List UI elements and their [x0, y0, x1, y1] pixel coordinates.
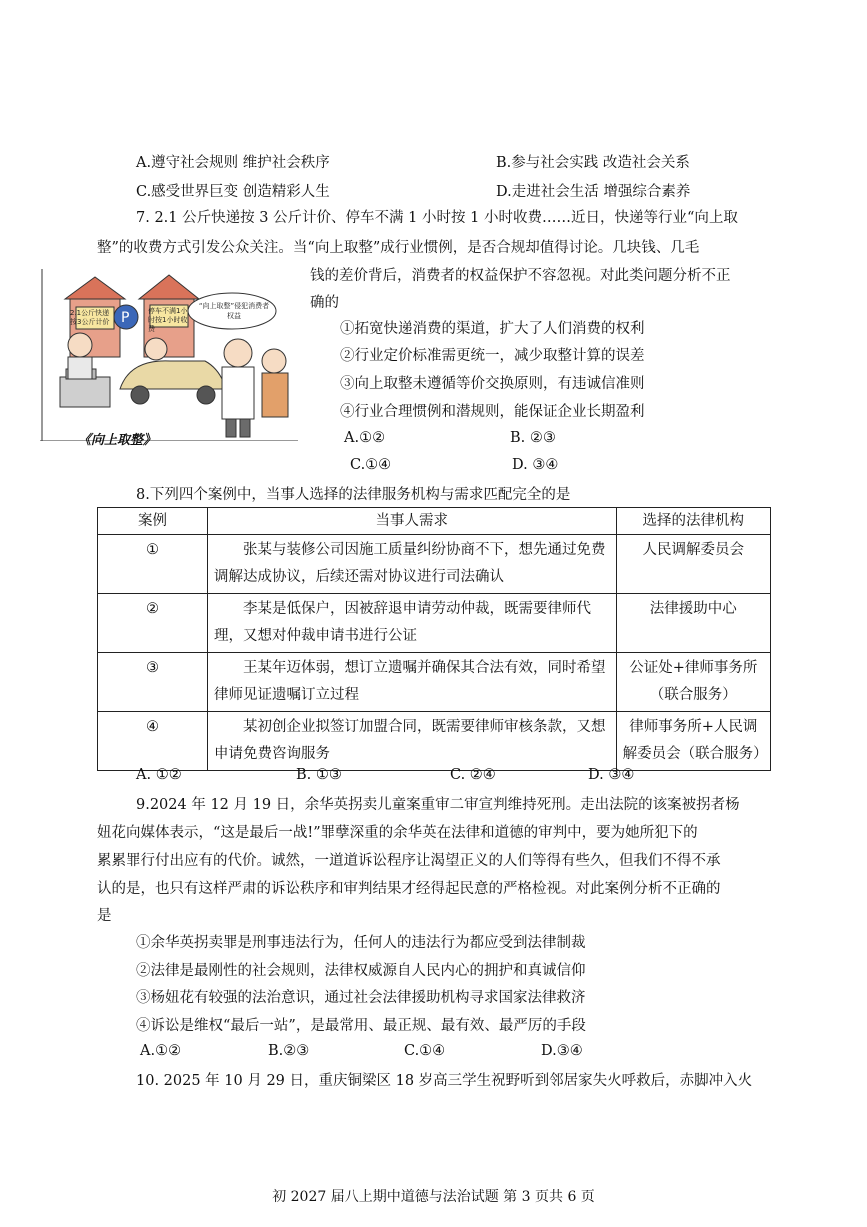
q9-option-d: D.③④ — [541, 1043, 583, 1059]
table-row — [98, 535, 771, 594]
q7-statement-4: ④行业合理惯例和潜规则，能保证企业长期盈利 — [340, 404, 645, 420]
legal-service-table — [97, 507, 771, 771]
q7-option-d: D. ③④ — [512, 457, 559, 473]
q6-option-b: B.参与社会实践 改造社会关系 — [496, 155, 690, 171]
q9-option-b: B.②③ — [268, 1043, 310, 1059]
q6-option-c: C.感受世界巨变 创造精彩人生 — [136, 184, 330, 200]
q7-statement-2: ②行业定价标准需更统一，减少取整计算的误差 — [340, 348, 645, 364]
q7-stem-line-2: 整”的收费方式引发公众关注。当“向上取整”成行业惯例，是否合规却值得讨论。几块钱、几毛 — [97, 240, 700, 256]
page-footer: 初 2027 届八上期中道德与法治试题 第 3 页共 6 页 — [272, 1189, 595, 1205]
header-case: 案例 — [98, 508, 208, 535]
q10-stem-line-1: 10. 2025 年 10 月 29 日，重庆铜梁区 18 岁高三学生祝野听到邻居家失火呼救后，赤脚冲入火 — [136, 1073, 753, 1089]
svg-text:P: P — [121, 310, 130, 326]
case-org: 法律援助中心 — [616, 594, 770, 653]
q7-stem-line-3: 钱的差价背后，消费者的权益保护不容忽视。对此类问题分析不正 — [310, 268, 731, 284]
q8-option-b: B. ①③ — [296, 767, 342, 783]
case-org: 人民调解委员会 — [616, 535, 770, 594]
case-number: ② — [98, 594, 208, 653]
q7-option-b: B. ②③ — [510, 430, 556, 446]
q7-stem-line-4: 确的 — [310, 295, 339, 311]
case-need: 王某年迈体弱，想订立遗嘱并确保其合法有效，同时希望律师见证遗嘱订立过程 — [207, 653, 616, 712]
q9-stem-line-3: 累累罪行付出应有的代价。诚然，一道道诉讼程序让渴望正义的人们等得有些久，但我们不得不承 — [97, 853, 721, 869]
q7-statement-3: ③向上取整未遵循等价交换原则，有违诚信准则 — [340, 376, 645, 392]
q7-option-c: C.①④ — [350, 457, 392, 473]
q8-option-a: A. ①② — [136, 767, 182, 783]
case-number: ③ — [98, 653, 208, 712]
q8-stem: 8.下列四个案例中，当事人选择的法律服务机构与需求匹配完全的是 — [136, 487, 571, 503]
header-need: 当事人需求 — [207, 508, 616, 535]
q9-stem-line-1: 9.2024 年 12 月 19 日，余华英拐卖儿童案重审二审宣判维持死刑。走出法院的该案被拐者杨 — [136, 797, 740, 813]
q7-stem-line-1: 7. 2.1 公斤快递按 3 公斤计价、停车不满 1 小时按 1 小时收费……近日，快递等行业“向上取 — [136, 210, 738, 226]
q6-option-d: D.走进社会生活 增强综合素养 — [496, 184, 691, 200]
table-row — [98, 653, 771, 712]
q9-option-c: C.①④ — [404, 1043, 446, 1059]
header-org: 选择的法律机构 — [616, 508, 770, 535]
q7-statement-1: ①拓宽快递消费的渠道，扩大了人们消费的权利 — [340, 321, 645, 337]
cartoon-sign-1: 2.1公斤快递按3公斤计价 — [70, 309, 110, 326]
cartoon-sign-2: 停车不满1小时按1小时收费 — [148, 307, 188, 333]
table-header-row — [98, 508, 771, 535]
case-need: 张某与装修公司因施工质量纠纷协商不下，想先通过免费调解达成协议，后续还需对协议进行司法确认 — [207, 535, 616, 594]
cartoon-caption: 《向上取整》 — [78, 433, 157, 448]
table-row — [98, 712, 771, 771]
q9-statement-2: ②法律是最刚性的社会规则，法律权威源自人民内心的拥护和真诚信仰 — [136, 963, 586, 979]
table-row — [98, 594, 771, 653]
q9-stem-line-5: 是 — [97, 908, 112, 924]
cartoon-bubble-text: “向上取整”侵犯消费者权益 — [198, 302, 270, 320]
case-number: ① — [98, 535, 208, 594]
q8-option-c: C. ②④ — [450, 767, 496, 783]
case-number: ④ — [98, 712, 208, 771]
q9-statement-1: ①余华英拐卖罪是刑事违法行为，任何人的违法行为都应受到法律制裁 — [136, 935, 586, 951]
q9-stem-line-2: 妞花向媒体表示，“这是最后一战!”罪孽深重的余华英在法律和道德的审判中，要为她所犯下的 — [97, 825, 698, 841]
cartoon-image — [40, 269, 298, 441]
q9-statement-4: ④诉讼是维权“最后一站”，是最常用、最正规、最有效、最严厉的手段 — [136, 1018, 586, 1034]
case-org: 律师事务所+人民调解委员会（联合服务） — [616, 712, 770, 771]
q8-option-d: D. ③④ — [588, 767, 635, 783]
case-need: 某初创企业拟签订加盟合同，既需要律师审核条款，又想申请免费咨询服务 — [207, 712, 616, 771]
q9-option-a: A.①② — [140, 1043, 182, 1059]
q9-stem-line-4: 认的是，也只有这样严肃的诉讼秩序和审判结果才经得起民意的严格检视。对此案例分析不正确的 — [97, 881, 721, 897]
cartoon-illustration — [40, 269, 298, 441]
q9-statement-3: ③杨妞花有较强的法治意识，通过社会法律援助机构寻求国家法律救济 — [136, 990, 586, 1006]
case-org: 公证处+律师事务所（联合服务） — [616, 653, 770, 712]
case-need: 李某是低保户，因被辞退申请劳动仲裁，既需要律师代理，又想对仲裁申请书进行公证 — [207, 594, 616, 653]
q7-option-a: A.①② — [344, 430, 386, 446]
q6-option-a: A.遵守社会规则 维护社会秩序 — [136, 155, 330, 171]
